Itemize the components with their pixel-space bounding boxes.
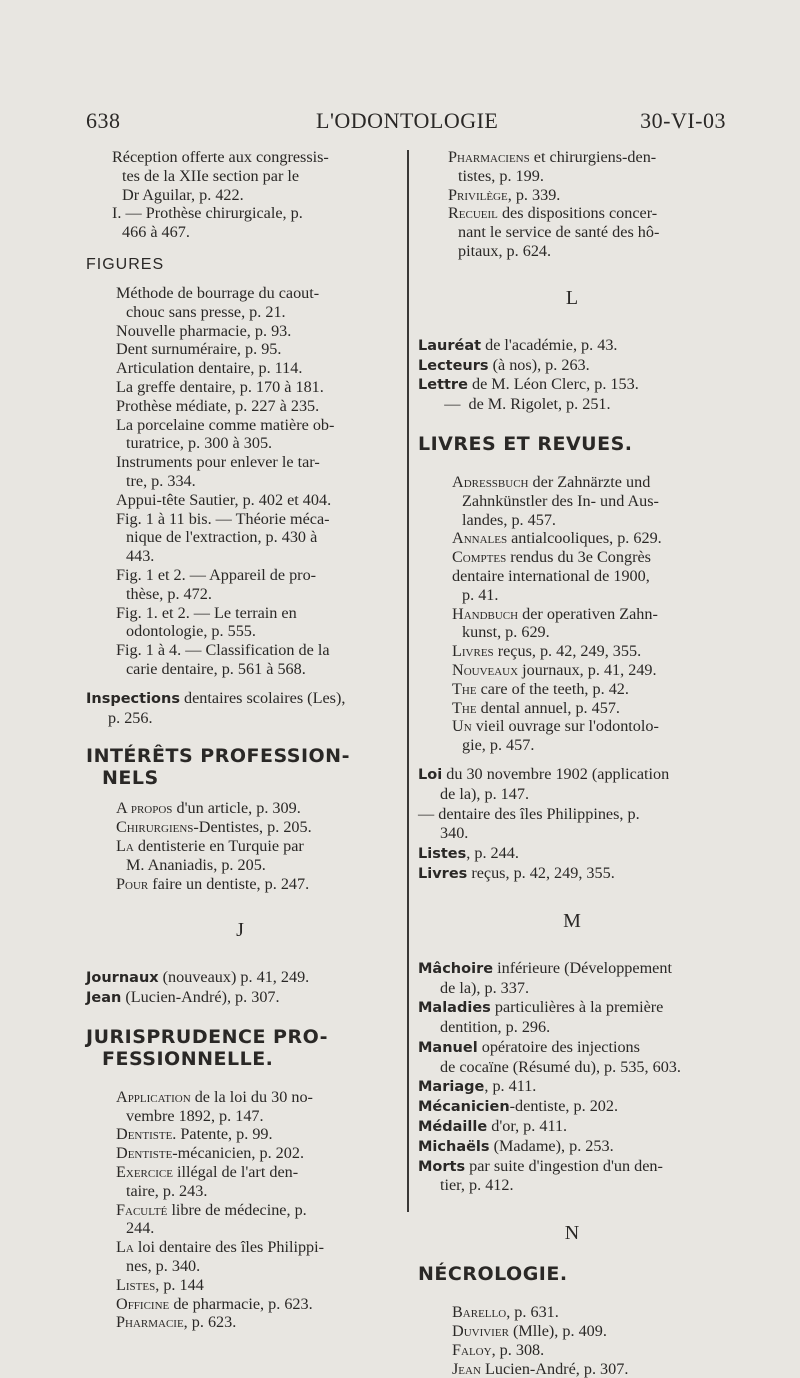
index-line: La dentisterie en Turquie par <box>116 836 304 855</box>
index-line: Appui-tête Sautier, p. 402 et 404. <box>116 490 332 509</box>
index-line: Mécanicien-dentiste, p. 202. <box>418 1097 619 1116</box>
index-line: de cocaïne (Résumé du), p. 535, 603. <box>440 1057 681 1076</box>
index-line: — dentaire des îles Philippines, p. <box>418 804 640 823</box>
index-line: Médaille d'or, p. 411. <box>418 1117 568 1136</box>
section-title-livres: LIVRES ET REVUES. <box>418 432 633 455</box>
letter-heading-n: N <box>564 1222 580 1245</box>
section-title-necrologie: NÉCROLOGIE. <box>418 1263 568 1286</box>
section-title-jurisprudence: JURISPRUDENCE PRO- <box>86 1025 329 1048</box>
index-line: Loi du 30 novembre 1902 (application <box>418 764 670 783</box>
index-line: dentaire international de 1900, <box>452 566 650 585</box>
letter-heading-m: M <box>563 909 581 932</box>
l-entries <box>418 336 726 415</box>
livres-list <box>418 473 726 755</box>
index-line: Dentiste. Patente, p. 99. <box>116 1125 273 1144</box>
index-line: Lettre de M. Léon Clerc, p. 153. <box>418 375 639 394</box>
right-column <box>418 148 726 1378</box>
index-line: Instruments pour enlever le tar- <box>116 453 320 472</box>
index-line: Lecteurs (à nos), p. 263. <box>418 355 590 374</box>
index-line: pitaux, p. 624. <box>458 241 552 260</box>
index-line: Chirurgiens-Dentistes, p. 205. <box>116 818 312 837</box>
index-line: M. Ananiadis, p. 205. <box>126 855 266 874</box>
index-line: Fig. 1 à 4. — Classification de la <box>116 641 330 660</box>
index-line: 244. <box>126 1219 155 1238</box>
index-line: 466 à 467. <box>122 223 190 242</box>
index-line: Un vieil ouvrage sur l'odontolo- <box>452 717 659 736</box>
index-line: gie, p. 457. <box>462 736 535 755</box>
index-line: carie dentaire, p. 561 à 568. <box>126 659 306 678</box>
index-line: landes, p. 457. <box>462 510 556 529</box>
index-line: Livres reçus, p. 42, 249, 355. <box>452 642 642 661</box>
index-line: dentition, p. 296. <box>440 1018 551 1037</box>
index-line: kunst, p. 629. <box>462 623 550 642</box>
index-line: A propos d'un article, p. 309. <box>116 799 301 818</box>
index-line: — de M. Rigolet, p. 251. <box>428 395 611 414</box>
m-entries <box>418 959 726 1197</box>
index-line: thèse, p. 472. <box>126 584 212 603</box>
index-line: Listes, p. 144 <box>116 1275 204 1294</box>
running-header <box>86 108 726 136</box>
index-line: Dent surnuméraire, p. 95. <box>116 340 282 359</box>
pharmaciens-list <box>418 148 726 261</box>
index-line: Annales antialcooliques, p. 629. <box>452 529 662 548</box>
index-line: nique de l'extraction, p. 430 à <box>126 528 318 547</box>
index-line: Mariage, p. 411. <box>418 1077 537 1096</box>
index-line: Adressbuch der Zahnärzte und <box>452 472 651 491</box>
index-line: p. 41. <box>462 585 499 604</box>
index-line: Exercice illégal de l'art den- <box>116 1163 299 1182</box>
index-line: Jean Lucien-André, p. 307. <box>452 1359 629 1378</box>
index-line: Articulation dentaire, p. 114. <box>116 359 303 378</box>
index-line: Nouveaux journaux, p. 41, 249. <box>452 660 657 679</box>
index-line: Faloy, p. 308. <box>452 1340 545 1359</box>
figures-list <box>86 284 394 679</box>
index-line: Comptes rendus du 3e Congrès <box>452 548 651 567</box>
necrologie-list <box>418 1303 726 1378</box>
index-line: Réception offerte aux congressis- <box>112 148 329 166</box>
index-line: taire, p. 243. <box>126 1181 208 1200</box>
index-line: Fig. 1. et 2. — Le terrain en <box>116 603 297 622</box>
section-title-figures: FIGURES <box>86 255 165 273</box>
index-line: Maladies particulières à la première <box>418 998 664 1017</box>
index-line: Dr Aguilar, p. 422. <box>122 185 244 204</box>
intro-block <box>86 148 394 242</box>
section-title-interets: INTÉRÊTS PROFESSION- <box>86 745 350 768</box>
index-line: vembre 1892, p. 147. <box>126 1106 264 1125</box>
letter-heading-l: L <box>565 286 579 309</box>
index-line: p. 256. <box>108 708 153 727</box>
index-line: La greffe dentaire, p. 170 à 181. <box>116 377 324 396</box>
interets-list <box>86 799 394 893</box>
index-line: Méthode de bourrage du caout- <box>116 283 320 302</box>
index-line: nes, p. 340. <box>126 1257 201 1276</box>
index-line: Duvivier (Mlle), p. 409. <box>452 1322 607 1341</box>
index-line: Michaëls (Madame), p. 253. <box>418 1136 614 1155</box>
index-line: turatrice, p. 300 à 305. <box>126 434 273 453</box>
column-divider <box>407 150 409 1212</box>
index-line: odontologie, p. 555. <box>126 622 256 641</box>
index-line: 443. <box>126 547 155 566</box>
journal-title: L'ODONTOLOGIE <box>316 108 499 133</box>
index-line: Privilège, p. 339. <box>448 185 561 204</box>
issue-date: 30-VI-03 <box>640 108 726 133</box>
index-line: Officine de pharmacie, p. 623. <box>116 1294 313 1313</box>
index-entry-inspections: Inspections dentaires scolaires (Les), <box>86 688 346 707</box>
index-line: Morts par suite d'ingestion d'un den- <box>418 1156 663 1175</box>
index-line: de la), p. 147. <box>440 784 530 803</box>
index-line: Lauréat de l'académie, p. 43. <box>418 335 618 354</box>
loi-entries <box>418 765 726 884</box>
index-line: The dental annuel, p. 457. <box>452 698 620 717</box>
index-line: tier, p. 412. <box>440 1176 514 1195</box>
index-line: Prothèse médiate, p. 227 à 235. <box>116 396 320 415</box>
index-line: Nouvelle pharmacie, p. 93. <box>116 321 292 340</box>
section-title-jurisprudence-cont: FESSIONNELLE. <box>102 1047 274 1070</box>
index-line: Application de la loi du 30 no- <box>116 1087 313 1106</box>
index-line: Listes, p. 244. <box>418 844 519 863</box>
index-line: Fig. 1 à 11 bis. — Théorie méca- <box>116 509 330 528</box>
index-line: La loi dentaire des îles Philippi- <box>116 1238 325 1257</box>
index-line: 340. <box>440 824 469 843</box>
page-number: 638 <box>86 108 121 133</box>
index-line: Zahnkünstler des In- und Aus- <box>462 491 659 510</box>
index-line: Manuel opératoire des injections <box>418 1037 640 1056</box>
left-column <box>86 148 394 1332</box>
index-line: I. — Prothèse chirurgicale, p. <box>112 204 303 223</box>
index-line: La porcelaine comme matière ob- <box>116 415 335 434</box>
index-line: Pharmacie, p. 623. <box>116 1313 237 1332</box>
index-line: chouc sans presse, p. 21. <box>126 302 286 321</box>
index-line: Fig. 1 et 2. — Appareil de pro- <box>116 565 317 584</box>
index-line: nant le service de santé des hô- <box>458 223 660 242</box>
index-line: tre, p. 334. <box>126 471 196 490</box>
index-line: Pour faire un dentiste, p. 247. <box>116 874 310 893</box>
section-title-interets-cont: NELS <box>102 767 159 790</box>
index-line: The care of the teeth, p. 42. <box>452 679 629 698</box>
index-line: Livres reçus, p. 42, 249, 355. <box>418 863 615 882</box>
index-line: Pharmaciens et chirurgiens-den- <box>448 148 657 166</box>
index-line: de la), p. 337. <box>440 978 530 997</box>
index-line: Dentiste-mécanicien, p. 202. <box>116 1144 304 1163</box>
index-line: Barello, p. 631. <box>452 1303 559 1322</box>
index-entry-journaux: Journaux (nouveaux) p. 41, 249. <box>86 968 310 987</box>
index-line: tistes, p. 199. <box>458 166 544 185</box>
index-line: Handbuch der operativen Zahn- <box>452 604 658 623</box>
index-entry-jean: Jean (Lucien-André), p. 307. <box>86 988 280 1007</box>
jurisprudence-list <box>86 1088 394 1332</box>
index-line: Recueil des dispositions concer- <box>448 204 658 223</box>
index-line: Faculté libre de médecine, p. <box>116 1200 307 1219</box>
letter-heading-j: J <box>236 919 244 942</box>
index-line: tes de la XIIe section par le <box>122 166 300 185</box>
index-line: Mâchoire inférieure (Développement <box>418 958 672 977</box>
